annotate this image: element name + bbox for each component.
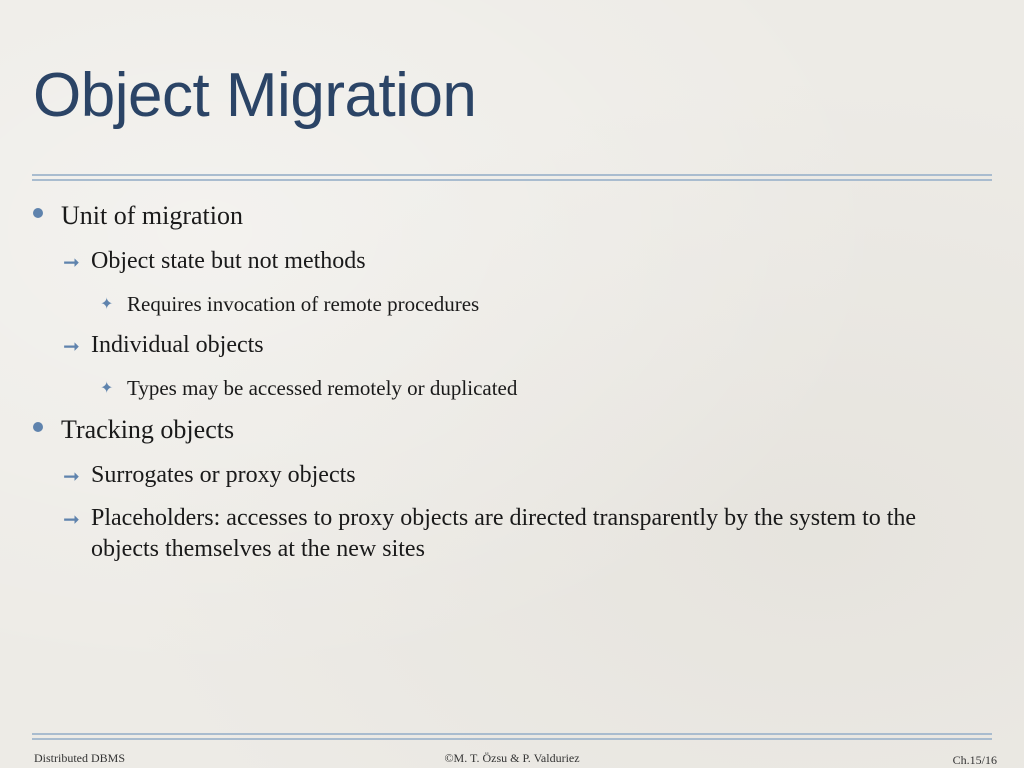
circle-bullet-icon bbox=[33, 422, 43, 432]
footer-divider-line bbox=[32, 733, 992, 735]
list-item: Requires invocation of remote procedures bbox=[127, 292, 480, 316]
arrow-bullet-icon: ➞ bbox=[63, 334, 80, 358]
footer-page-number: Ch.15/16 bbox=[952, 753, 997, 767]
slide-title: Object Migration bbox=[33, 61, 477, 130]
arrow-bullet-icon: ➞ bbox=[63, 250, 80, 274]
list-item: Types may be accessed remotely or duplicated bbox=[127, 376, 518, 400]
title-divider-line bbox=[32, 179, 992, 181]
title-divider-line bbox=[32, 174, 992, 176]
list-item: Unit of migration bbox=[61, 201, 243, 230]
arrow-bullet-icon: ➞ bbox=[63, 507, 80, 531]
list-item: Tracking objects bbox=[61, 415, 235, 444]
footer-copyright: ©M. T. Özsu & P. Valduriez bbox=[444, 751, 580, 765]
star-bullet-icon: ✦ bbox=[100, 294, 114, 313]
list-item: Object state but not methods bbox=[91, 248, 366, 274]
footer-divider-line bbox=[32, 738, 992, 740]
star-bullet-icon: ✦ bbox=[100, 378, 114, 397]
arrow-bullet-icon: ➞ bbox=[63, 464, 80, 488]
list-item: Surrogates or proxy objects bbox=[91, 462, 356, 488]
circle-bullet-icon bbox=[33, 208, 43, 218]
list-item: Individual objects bbox=[91, 332, 264, 358]
footer-course-name: Distributed DBMS bbox=[34, 751, 126, 765]
list-item: Placeholders: accesses to proxy objects are directed transparently by the system to the objects themselves at the new sites bbox=[91, 505, 917, 562]
